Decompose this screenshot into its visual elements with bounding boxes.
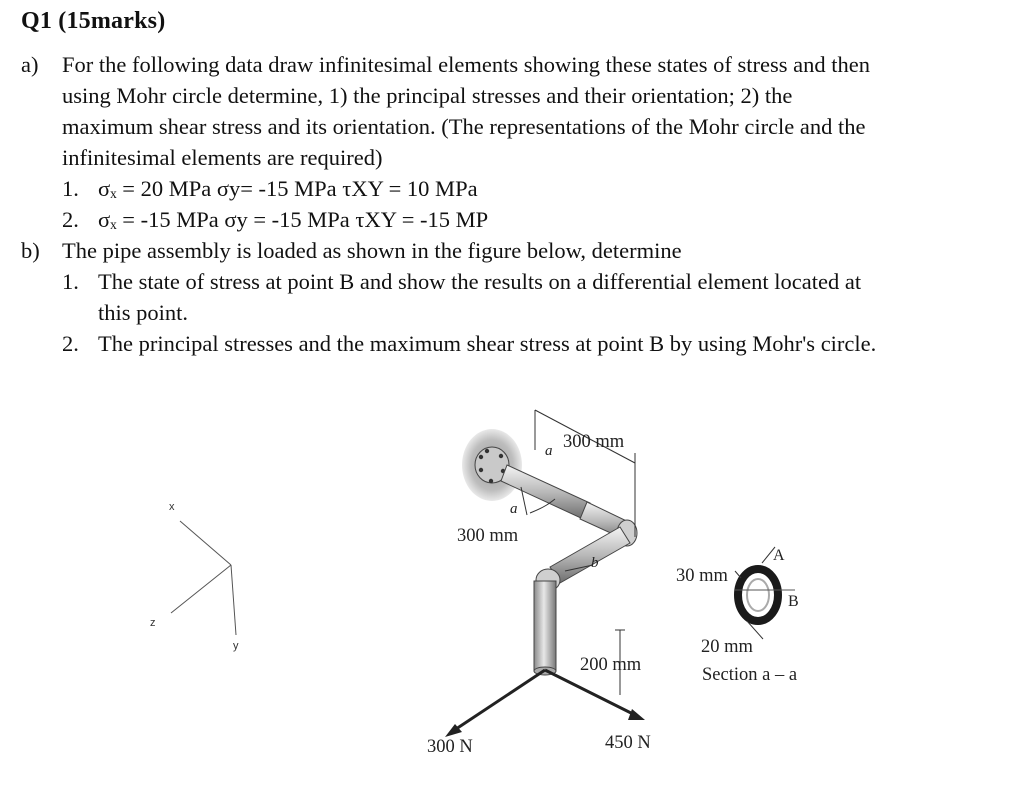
part-a-item-1-text: σₓ = 20 MPa σy= -15 MPa τXY = 10 MPa [98, 176, 478, 201]
part-b-item-2-line-1: The principal stresses and the maximum shear stress at point B by using Mohr's circle. [98, 331, 877, 356]
force-450N: 450 N [605, 733, 651, 753]
part-a-line-1: For the following data draw infinitesimal elements showing these states of stress and then [62, 52, 870, 77]
part-b-item-1-line-2: this point. [98, 300, 189, 325]
x-axis-line [180, 521, 231, 565]
part-a-line-4: infinitesimal elements are required) [62, 145, 383, 170]
part-a-item-2-text: σₓ = -15 MPa σy = -15 MPa τXY = -15 MP [98, 207, 489, 232]
label-b: b [591, 555, 599, 571]
part-a-marker: a) [21, 52, 39, 77]
y-axis-line [231, 565, 236, 635]
dim-300mm-top: 300 mm [563, 432, 625, 452]
section-a-mid-label: a [510, 501, 518, 517]
force-300N: 300 N [427, 737, 473, 757]
z-axis-line [171, 565, 231, 613]
part-b-item-2-number: 2. [62, 331, 79, 356]
y-axis-label: y [233, 640, 239, 652]
section-a-top-label: a [545, 443, 553, 459]
part-b-item-1-line-1: The state of stress at point B and show the results on a differential element located at [98, 269, 862, 294]
x-axis-label: x [169, 501, 175, 513]
part-b-marker: b) [21, 238, 40, 263]
coordinate-axes [171, 521, 236, 635]
page-title: Q1 (15marks) [21, 8, 166, 34]
section-inner-dim: 20 mm [701, 637, 753, 657]
pipe-assembly-figure [135, 395, 835, 775]
z-axis-label: z [150, 617, 156, 629]
section-outer-dim: 30 mm [676, 566, 728, 586]
pipe-assembly-drawing [135, 395, 835, 775]
section-point-a: A [773, 547, 785, 564]
section-point-b: B [788, 593, 799, 610]
pipe-section-ring [738, 569, 778, 621]
part-a-line-2: using Mohr circle determine, 1) the principal stresses and their orientation; 2) the [62, 83, 793, 108]
dim-300mm-left: 300 mm [457, 526, 519, 546]
part-a-line-3: maximum shear stress and its orientation. (The representations of the Mohr circle and the [62, 114, 866, 139]
part-b-intro: The pipe assembly is loaded as shown in the figure below, determine [62, 238, 682, 263]
dim-200mm: 200 mm [580, 655, 642, 675]
part-b-item-1-number: 1. [62, 269, 79, 294]
part-a-item-1-number: 1. [62, 176, 79, 201]
part-a-item-2-number: 2. [62, 207, 79, 232]
section-caption: Section a – a [702, 665, 798, 685]
